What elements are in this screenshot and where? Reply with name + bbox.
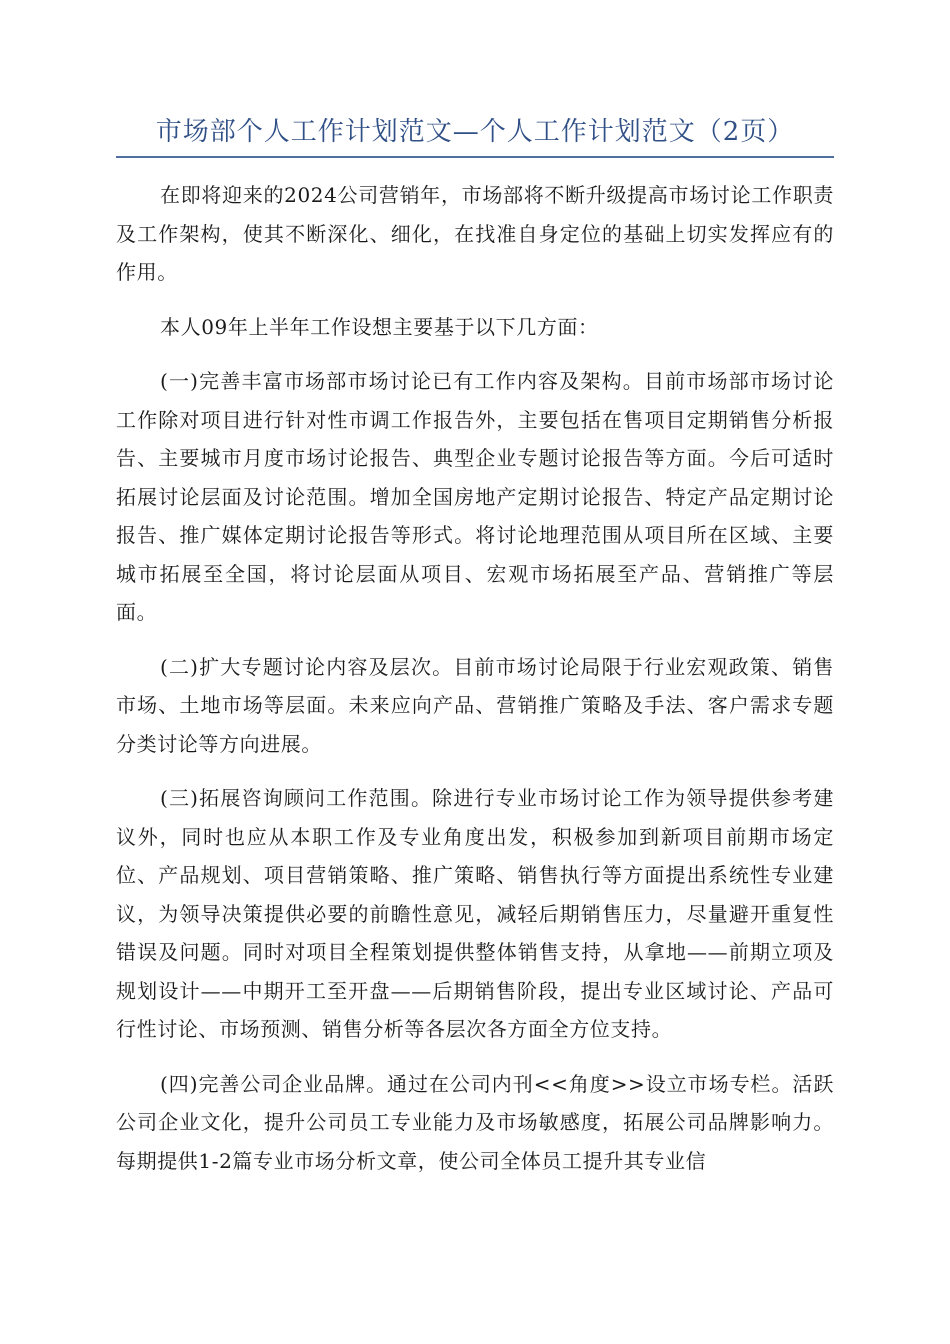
paragraph-item-3: (三)拓展咨询顾问工作范围。除进行专业市场讨论工作为领导提供参考建议外，同时也应从本职工作及专业角度出发，积极参加到新项目前期市场定位、产品规划、项目营销策略、推广策略、销售执行等方面提出系统性专业建议，为领导决策提供必要的前瞻性意见，减轻后期销售压力，尽量避开重复性错误及问题。同时对项目全程策划提供整体销售支持，从拿地——前期立项及规划设计——中期开工至开盘——后期销售阶段，提出专业区域讨论、产品可行性讨论、市场预测、销售分析等各层次各方面全方位支持。 <box>116 786 834 1041</box>
paragraph-intro: 在即将迎来的2024公司营销年，市场部将不断升级提高市场讨论工作职责及工作架构，使其不断深化、细化，在找准自身定位的基础上切实发挥应有的作用。 <box>116 183 834 284</box>
document-body <box>116 176 834 1196</box>
paragraph-item-4: (四)完善公司企业品牌。通过在公司内刊<<角度>>设立市场专栏。活跃公司企业文化，提升公司员工专业能力及市场敏感度，拓展公司品牌影响力。每期提供1-2篇专业市场分析文章，使公司全体员工提升其专业信 <box>116 1071 834 1173</box>
document-title: 市场部个人工作计划范文—个人工作计划范文（2页） <box>155 117 795 147</box>
paragraph-item-2: (二)扩大专题讨论内容及层次。目前市场讨论局限于行业宏观政策、销售市场、土地市场等层面。未来应向产品、营销推广策略及手法、客户需求专题分类讨论等方向进展。 <box>116 654 834 756</box>
paragraph-plan-lead: 本人09年上半年工作设想主要基于以下几方面： <box>160 314 599 339</box>
paragraph-item-1: (一)完善丰富市场部市场讨论已有工作内容及架构。目前市场部市场讨论工作除对项目进行针对性市调工作报告外，主要包括在售项目定期销售分析报告、主要城市月度市场讨论报告、典型企业专题讨论报告等方面。今后可适时拓展讨论层面及讨论范围。增加全国房地产定期讨论报告、特定产品定期讨论报告、推广媒体定期讨论报告等形式。将讨论地理范围从项目所在区域、主要城市拓展至全国，将讨论层面从项目、宏观市场拓展至产品、营销推广等层面。 <box>116 369 834 624</box>
title-block <box>116 112 834 158</box>
